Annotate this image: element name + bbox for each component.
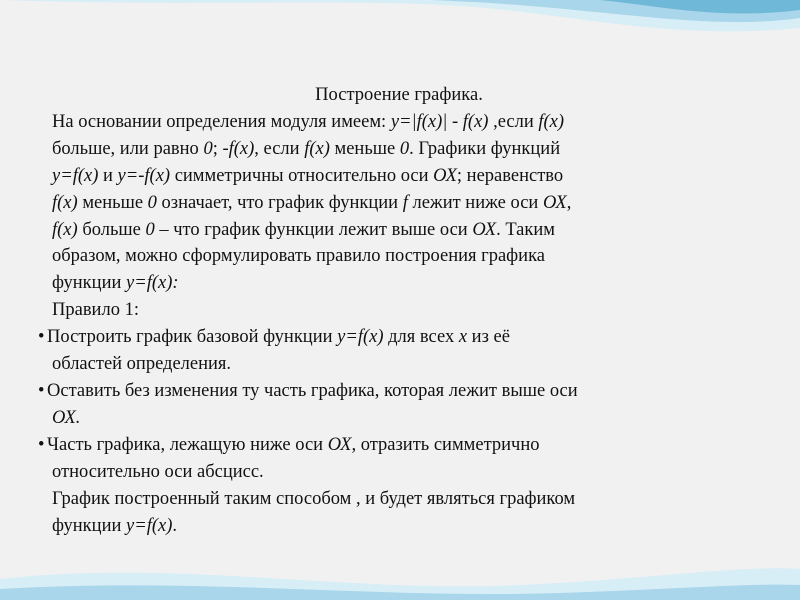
bullet-dot-icon: • [38,380,45,401]
rule-item-1-line-1: Построить график базовой функции y=f(x) для всех x из её [47,327,510,348]
rule-item-2-line-1: Оставить без изменения ту часть графика, которая лежит выше оси [47,380,578,401]
rule-item-3 [34,432,724,486]
intro-line-4: f(x) меньше 0 означает, что график функции f лежит ниже оси ОХ, [52,192,572,213]
rule-item-1-line-2: областей определения. [52,354,232,375]
bullet-dot-icon: • [38,327,45,348]
intro-line-2: больше, или равно 0; -f(x), если f(x) меньше 0. Графики функций [52,138,561,159]
bullet-dot-icon: • [38,434,45,455]
rule-item-2-line-2: ОХ. [52,407,81,428]
rule-item-3-line-2: относительно оси абсцисс. [52,461,264,482]
slide-title: Построение графика. [315,85,483,105]
intro-line-6: образом, можно сформулировать правило построения графика [52,246,545,267]
rule-item-3-line-1: Часть графика, лежащую ниже оси ОХ, отразить симметрично [47,434,540,455]
intro-line-7: функции y=f(x): [52,273,179,294]
intro-line-1: На основании определения модуля имеем: y=|f(x)| - f(x) ,если f(x) [52,111,565,132]
header-wave-decoration [0,0,800,60]
rule-item-1 [34,324,724,378]
footer-wave-decoration [0,555,800,600]
rule-heading: Правило 1: [52,300,139,321]
slide-body [34,82,724,539]
intro-line-5: f(x) больше 0 – что график функции лежит выше оси ОХ. Таким [52,219,555,240]
rule-item-2 [34,378,724,432]
closing-line-1: График построенный таким способом , и будет являться графиком [52,488,576,509]
closing-line-2: функции y=f(x). [52,515,177,536]
intro-line-3: y=f(x) и y=-f(x) симметричны относительно оси ОХ; неравенство [52,165,564,186]
